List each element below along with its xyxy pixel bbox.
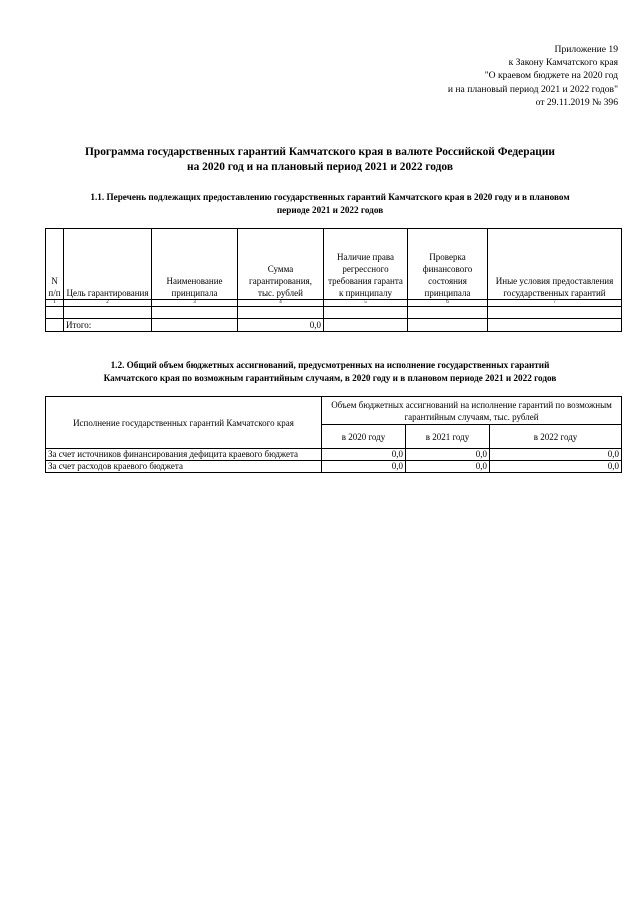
table-cell <box>324 307 408 319</box>
column-number: 3 <box>152 300 238 307</box>
header-regress: Наличие права регрессного требования гаранта к принципалу <box>324 229 408 300</box>
header-purpose: Цель гарантирования <box>64 229 152 300</box>
table-cell <box>488 307 622 319</box>
section-title-line: Камчатского края по возможным гарантийным случаям, в 2020 году и в плановом периоде 2021 и 2022 годов <box>103 373 557 383</box>
value-2022: 0,0 <box>490 461 622 473</box>
guarantees-list-table <box>45 228 622 332</box>
header-other: Иные условия предоставления государственных гарантий <box>488 229 622 300</box>
column-number: 5 <box>324 300 408 307</box>
header-execution: Исполнение государственных гарантий Камчатского края <box>46 397 322 449</box>
column-number: 6 <box>408 300 488 307</box>
table-row <box>46 461 622 473</box>
row-label: За счет источников финансирования дефицита краевого бюджета <box>46 449 322 461</box>
document-title <box>0 145 640 175</box>
column-number: 7 <box>488 300 622 307</box>
table-cell <box>152 307 238 319</box>
header-year-2021: в 2021 году <box>406 425 490 449</box>
appendix-header <box>448 43 618 109</box>
table-cell <box>64 307 152 319</box>
appendix-line: Приложение 19 <box>554 44 618 55</box>
table-cell <box>152 319 238 332</box>
table-cell <box>46 319 64 332</box>
row-label: За счет расходов краевого бюджета <box>46 461 322 473</box>
table-cell <box>408 307 488 319</box>
table-cell <box>324 319 408 332</box>
table-cell <box>408 319 488 332</box>
column-number: 2 <box>64 300 152 307</box>
table-row <box>46 449 622 461</box>
total-label: Итого: <box>64 319 152 332</box>
allocations-table <box>45 396 622 473</box>
table-header-row <box>46 229 622 300</box>
column-number: 4 <box>238 300 324 307</box>
table-row <box>46 307 622 319</box>
appendix-line: к Закону Камчатского края <box>508 57 618 69</box>
title-line: на 2020 год и на плановый период 2021 и 2022 годов <box>187 161 453 173</box>
title-line: Программа государственных гарантий Камчатского края в валюте Российской Федерации <box>85 146 555 158</box>
value-2020: 0,0 <box>322 449 406 461</box>
header-year-2022: в 2022 году <box>490 425 622 449</box>
header-num: N п/п <box>46 229 64 300</box>
section-1-title <box>40 191 620 217</box>
value-2021: 0,0 <box>406 449 490 461</box>
section-2-title <box>40 359 620 385</box>
table-cell <box>238 307 324 319</box>
table-cell <box>488 319 622 332</box>
column-number: 1 <box>46 300 64 307</box>
header-year-2020: в 2020 году <box>322 425 406 449</box>
section-title-line: 1.1. Перечень подлежащих предоставлению государственных гарантий Камчатского края в 2020 году и в плановом <box>90 192 570 202</box>
table-cell <box>46 307 64 319</box>
appendix-line: и на плановый период 2021 и 2022 годов" <box>447 83 618 95</box>
section-title-line: периоде 2021 и 2022 годов <box>276 205 384 215</box>
value-2021: 0,0 <box>406 461 490 473</box>
header-check: Проверка финансового состояния принципала <box>408 229 488 300</box>
value-2022: 0,0 <box>490 449 622 461</box>
table-header-row <box>46 397 622 425</box>
header-amount: Сумма гарантирования, тыс. рублей <box>238 229 324 300</box>
total-row <box>46 319 622 332</box>
header-principal: Наименование принципала <box>152 229 238 300</box>
value-2020: 0,0 <box>322 461 406 473</box>
appendix-line: "О краевом бюджете на 2020 год <box>484 70 618 82</box>
appendix-line: от 29.11.2019 № 396 <box>535 96 618 108</box>
column-number-row <box>46 300 622 307</box>
header-allocations: Объем бюджетных ассигнований на исполнение гарантий по возможным гарантийным случаям, тыс. рублей <box>322 397 622 425</box>
section-title-line: 1.2. Общий объем бюджетных ассигнований, предусмотренных на исполнение государственных гарантий <box>110 360 550 370</box>
total-amount: 0,0 <box>238 319 324 332</box>
